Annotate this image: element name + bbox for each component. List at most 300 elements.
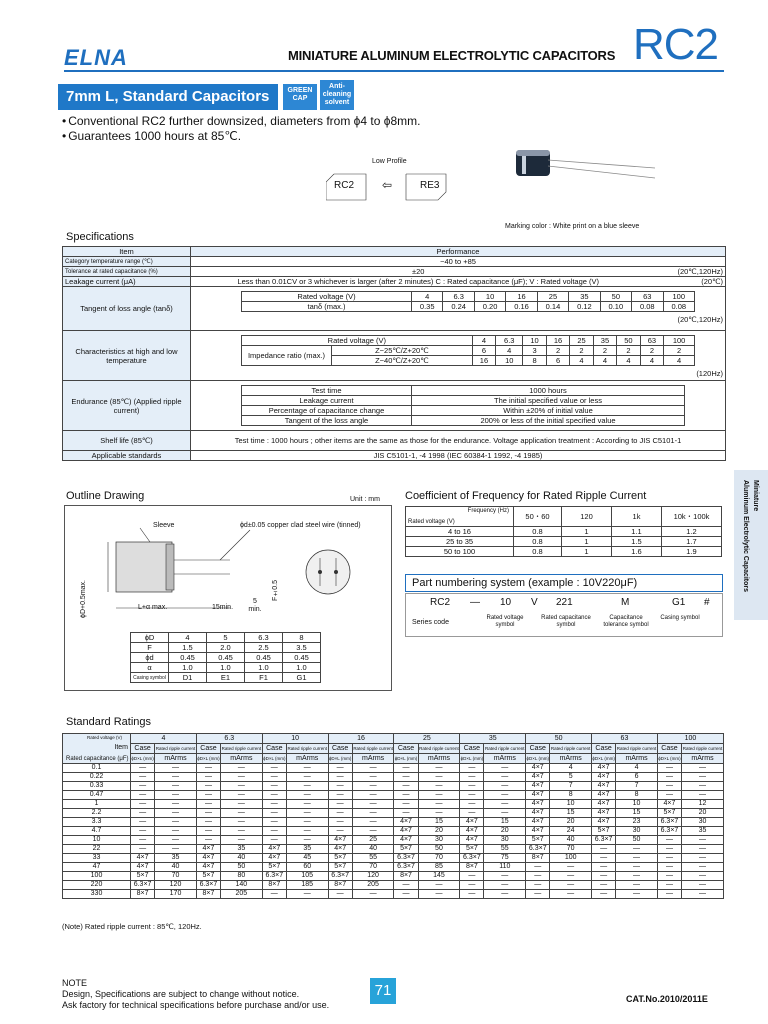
voltage-cell: 50 (600, 292, 631, 302)
rating-cell: 6.3×7 (262, 872, 286, 881)
rating-cell: 35 (682, 827, 724, 836)
imp-cell: 6 (546, 356, 569, 366)
pn-caption: Capacitance tolerance symbol (603, 615, 649, 628)
coef-rv-label: Rated voltage (V) (408, 519, 455, 525)
ratings-case-header: Case (394, 744, 418, 754)
rating-cell: — (131, 764, 155, 773)
coef-freq-label: Frequency (Hz) (467, 508, 509, 514)
ratings-voltage-header: 10 (262, 734, 328, 744)
rating-cell: 4 (616, 764, 658, 773)
ratings-dl-header: ϕD×L (mm) (328, 754, 352, 764)
spec-label: Leakage current (μA) (63, 277, 191, 287)
rating-cell: 4×7 (131, 863, 155, 872)
ratings-voltage-header: 100 (657, 734, 723, 744)
rating-cell: 4×7 (592, 764, 616, 773)
table-row (63, 863, 724, 872)
coef-cell: 1.9 (662, 547, 722, 557)
capacitance-cell: 47 (63, 863, 131, 872)
table-row (63, 890, 724, 899)
rating-cell: — (328, 827, 352, 836)
rating-cell: — (418, 764, 460, 773)
ratings-marms-header: mArms (550, 754, 592, 764)
dim-cell: 4 (169, 633, 207, 643)
rating-cell: — (286, 791, 328, 800)
pn-code: # (704, 597, 710, 608)
rating-cell: — (418, 800, 460, 809)
rating-cell: — (196, 827, 220, 836)
rating-cell: 35 (286, 845, 328, 854)
ratings-voltage-header: 6.3 (196, 734, 262, 744)
end-value: 1000 hours (412, 386, 685, 396)
table-row (63, 764, 724, 773)
capacitance-cell: 33 (63, 854, 131, 863)
rating-cell: 4×7 (196, 854, 220, 863)
wire-label: ϕd±0.05 copper clad steel wire (tinned) (240, 522, 361, 529)
imp-cell: 2 (664, 346, 695, 356)
pn-caption: Rated voltage symbol (486, 615, 524, 628)
rating-cell: — (221, 827, 263, 836)
imp-cell: 2 (546, 346, 569, 356)
ratings-voltage-header: 35 (460, 734, 526, 744)
footer-note (62, 978, 329, 1011)
coef-cell: 1 (562, 537, 612, 547)
rating-cell: 20 (550, 818, 592, 827)
rating-cell: — (418, 890, 460, 899)
rating-cell: 40 (221, 854, 263, 863)
rating-cell: 4×7 (592, 800, 616, 809)
dim-label: F (131, 643, 169, 653)
rating-cell: 7 (550, 782, 592, 791)
rating-cell: 20 (682, 809, 724, 818)
rating-cell: 5×7 (328, 854, 352, 863)
rating-cell: 185 (286, 881, 328, 890)
rating-cell: — (196, 764, 220, 773)
rating-cell: — (328, 791, 352, 800)
ratings-voltage-header: 25 (394, 734, 460, 744)
rating-cell: — (682, 773, 724, 782)
ratings-unit-row (63, 754, 724, 764)
spec-label: Endurance (85℃) (Applied ripple current) (63, 381, 191, 431)
voltage-cell: 63 (640, 336, 663, 346)
ratings-dl-header: ϕD×L (mm) (131, 754, 155, 764)
end-item: Tangent of the loss angle (242, 416, 412, 426)
rating-cell: 70 (352, 863, 394, 872)
imp-cell: 4 (593, 356, 616, 366)
rating-cell: — (328, 800, 352, 809)
rating-cell: 6.3×7 (196, 881, 220, 890)
capacitance-cell: 0.1 (63, 764, 131, 773)
spec-value: JIS C5101-1, -4 1998 (IEC 60384-1 1992, -4 1985) (191, 451, 726, 461)
spec-label: Shelf life (85℃) (63, 431, 191, 451)
rating-cell: — (131, 809, 155, 818)
rating-cell: 12 (682, 800, 724, 809)
rating-cell: — (682, 881, 724, 890)
rating-cell: — (131, 818, 155, 827)
rating-cell: — (221, 773, 263, 782)
capacitance-cell: 0.22 (63, 773, 131, 782)
coef-col: 10k・100k (662, 507, 722, 527)
rating-cell: — (131, 827, 155, 836)
rating-cell: — (592, 872, 616, 881)
rating-cell: 4×7 (394, 827, 418, 836)
rating-cell: — (155, 845, 197, 854)
rating-cell: — (196, 791, 220, 800)
imp-row-label: Z−40℃/Z+20℃ (332, 356, 473, 366)
side-tab-text (740, 480, 760, 592)
voltage-cell: 25 (537, 292, 568, 302)
anti-cleaning-badge: Anti-cleaning solvent (320, 80, 354, 110)
rating-cell: — (526, 863, 550, 872)
rating-cell: — (155, 809, 197, 818)
feature-item: • Conventional RC2 further downsized, diameters from ϕ4 to ϕ8mm. (62, 114, 420, 129)
rating-cell: 145 (418, 872, 460, 881)
ratings-ripple-header: Rated ripple current (352, 744, 394, 754)
rating-cell: — (286, 800, 328, 809)
capacitance-cell: 100 (63, 872, 131, 881)
pn-code: M (621, 597, 630, 608)
rating-cell: 8×7 (328, 881, 352, 890)
ratings-case-header: Case (131, 744, 155, 754)
rating-cell: — (221, 764, 263, 773)
rating-cell: 5×7 (262, 863, 286, 872)
pn-code: V (531, 597, 538, 608)
dim-cell: D1 (169, 673, 207, 683)
rating-cell: 4×7 (592, 809, 616, 818)
rating-cell: — (550, 890, 592, 899)
rating-cell: — (328, 809, 352, 818)
rating-cell: — (394, 791, 418, 800)
rating-cell: 8×7 (262, 881, 286, 890)
rating-cell: — (286, 764, 328, 773)
rating-cell: — (657, 872, 681, 881)
table-row (63, 845, 724, 854)
rating-cell: — (657, 782, 681, 791)
spec-value: Less than 0.01CV or 3 whichever is larger (after 2 minutes) C : Rated capacitance (μF); V : Rated voltage (V) (191, 277, 646, 287)
rating-cell: 4×7 (526, 764, 550, 773)
dim-cell: 0.45 (207, 653, 245, 663)
note-line: Design, Specifications are subject to change without notice. (62, 989, 300, 999)
rating-cell: — (262, 764, 286, 773)
spec-condition: (20℃) (646, 277, 726, 287)
imp-label: Impedance ratio (max.) (242, 346, 332, 366)
rating-cell: — (262, 782, 286, 791)
ratings-ripple-header: Rated ripple current (484, 744, 526, 754)
rating-cell: 70 (550, 845, 592, 854)
spec-label: Tolerance at rated capacitance (%) (63, 267, 191, 277)
rating-cell: 25 (352, 836, 394, 845)
rating-cell: — (460, 782, 484, 791)
rating-cell: 40 (550, 836, 592, 845)
imp-cell: 2 (640, 346, 663, 356)
rating-cell: 70 (155, 872, 197, 881)
tan-condition: (20℃,120Hz) (677, 315, 723, 324)
end-value: Within ±20% of initial value (412, 406, 685, 416)
arrow-left-icon: ⇦ (382, 178, 393, 192)
ratings-head (63, 734, 724, 764)
rating-cell: — (352, 827, 394, 836)
rating-cell: — (221, 791, 263, 800)
rating-cell: — (526, 881, 550, 890)
rating-cell: 4×7 (526, 827, 550, 836)
page-title: MINIATURE ALUMINUM ELECTROLYTIC CAPACITORS (288, 48, 616, 63)
table-row (63, 791, 724, 800)
impedance-table (241, 335, 695, 366)
rating-cell: — (262, 836, 286, 845)
dim-cell: 0.45 (245, 653, 283, 663)
table-row (63, 782, 724, 791)
ratings-item-label: Item (114, 744, 128, 751)
ratings-voltage-header: 4 (131, 734, 197, 744)
spec-value: ±20 (191, 267, 646, 277)
dim-label: α (131, 663, 169, 673)
rating-cell: 110 (484, 863, 526, 872)
voltage-cell: 16 (506, 292, 537, 302)
outline-title: Outline Drawing (66, 490, 145, 502)
rating-cell: — (394, 782, 418, 791)
rating-cell: 8×7 (460, 863, 484, 872)
rating-cell: 4×7 (460, 836, 484, 845)
rating-cell: — (682, 872, 724, 881)
rating-cell: — (394, 764, 418, 773)
imp-cell: 4 (617, 356, 640, 366)
rating-cell: 75 (484, 854, 526, 863)
ratings-case-header: Case (592, 744, 616, 754)
rating-cell: 4×7 (196, 863, 220, 872)
rating-cell: — (286, 773, 328, 782)
coef-cell: 0.8 (514, 537, 562, 547)
voltage-cell: 100 (663, 292, 695, 302)
rating-cell: — (616, 890, 658, 899)
rating-cell: — (460, 881, 484, 890)
rating-cell: — (460, 764, 484, 773)
ratings-rv-label: Rated voltage (V) (87, 735, 123, 740)
rating-cell: — (460, 791, 484, 800)
dimensions-table (130, 632, 321, 683)
ratings-ripple-header: Rated ripple current (286, 744, 328, 754)
length-label: L+α max. (138, 604, 168, 611)
part-number-title: Part numbering system (example : 10V220μF) (405, 574, 723, 592)
rating-cell: — (394, 773, 418, 782)
rating-cell: — (196, 782, 220, 791)
rating-cell: 170 (155, 890, 197, 899)
ratings-dl-header: ϕD×L (mm) (262, 754, 286, 764)
rating-cell: — (352, 890, 394, 899)
dim-label: ϕd (131, 653, 169, 663)
rating-cell: — (328, 782, 352, 791)
imp-header: Rated voltage (V) (242, 336, 473, 346)
rating-cell: — (286, 836, 328, 845)
spec-label: Category temperature range (℃) (63, 257, 191, 267)
rating-cell: 6.3×7 (328, 872, 352, 881)
rating-cell: 8 (616, 791, 658, 800)
rating-cell: — (484, 773, 526, 782)
rating-cell: — (484, 800, 526, 809)
coef-row-label: 25 to 35 (406, 537, 514, 547)
rating-cell: 8×7 (394, 872, 418, 881)
rating-cell: — (657, 773, 681, 782)
rating-cell: — (131, 791, 155, 800)
rating-cell: — (657, 890, 681, 899)
coef-col: 50・60 (514, 507, 562, 527)
rating-cell: — (131, 845, 155, 854)
imp-cell: 4 (640, 356, 663, 366)
rating-cell: 50 (418, 845, 460, 854)
rating-cell: 4×7 (592, 782, 616, 791)
rating-cell: — (221, 782, 263, 791)
rating-cell: 10 (550, 800, 592, 809)
rating-cell: — (592, 854, 616, 863)
series-code-label: Series code (412, 619, 449, 626)
voltage-cell: 100 (664, 336, 695, 346)
rating-cell: 30 (418, 836, 460, 845)
rating-cell: — (657, 854, 681, 863)
capacitance-cell: 22 (63, 845, 131, 854)
rating-cell: — (484, 791, 526, 800)
rating-cell: — (286, 818, 328, 827)
ratings-voltage-header: 50 (526, 734, 592, 744)
rating-cell: 8×7 (196, 890, 220, 899)
coef-cell: 0.8 (514, 547, 562, 557)
spec-performance-header: Performance (191, 247, 726, 257)
side-tab-line: Aluminum Electrolytic Capacitors (742, 480, 749, 593)
ratings-ripple-header: Rated ripple current (221, 744, 263, 754)
table-row (63, 827, 724, 836)
dim-cell: 1.0 (283, 663, 321, 673)
rating-cell: 85 (418, 863, 460, 872)
ratings-rc-label: Rated capacitance (μF) (66, 756, 129, 762)
ratings-ripple-header: Rated ripple current (155, 744, 197, 754)
rating-cell: 4×7 (460, 827, 484, 836)
rating-cell: — (155, 818, 197, 827)
rating-cell: — (286, 827, 328, 836)
ratings-voltage-header: 63 (592, 734, 658, 744)
feature-item: • Guarantees 1000 hours at 85℃. (62, 129, 420, 144)
rating-cell: — (352, 782, 394, 791)
end-item: Percentage of capacitance change (242, 406, 412, 416)
rating-cell: 40 (352, 845, 394, 854)
rating-cell: 105 (286, 872, 328, 881)
rating-cell: — (682, 854, 724, 863)
catalog-number: CAT.No.2010/2011E (626, 994, 708, 1004)
ratings-dl-header: ϕD×L (mm) (196, 754, 220, 764)
coef-cell: 1.5 (612, 537, 662, 547)
rating-cell: — (131, 800, 155, 809)
rating-cell: — (262, 827, 286, 836)
dim-cell: 5 (207, 633, 245, 643)
tan-cell: 0.08 (632, 302, 663, 312)
coef-cell: 1.2 (662, 527, 722, 537)
rating-cell: — (460, 890, 484, 899)
capacitor-photo (510, 120, 660, 220)
note-line: Ask factory for technical specifications before purchase and/or use. (62, 1000, 330, 1010)
rating-cell: — (221, 800, 263, 809)
rating-cell: — (592, 863, 616, 872)
rating-cell: — (155, 827, 197, 836)
rating-cell: 4×7 (262, 854, 286, 863)
coef-col: 1k (612, 507, 662, 527)
rating-cell: — (616, 863, 658, 872)
voltage-cell: 6.3 (496, 336, 523, 346)
coef-table (405, 506, 722, 557)
ratings-case-header: Case (657, 744, 681, 754)
ratings-ripple-header: Rated ripple current (682, 744, 724, 754)
rating-cell: 4×7 (131, 854, 155, 863)
capacitance-cell: 1 (63, 800, 131, 809)
voltage-cell: 35 (569, 292, 600, 302)
ratings-marms-header: mArms (682, 754, 724, 764)
diameter-label: ϕD+0.5max. (80, 580, 87, 618)
dim-cell: E1 (207, 673, 245, 683)
imp-cell: 6 (472, 346, 495, 356)
table-row (63, 800, 724, 809)
rating-cell: 15 (418, 818, 460, 827)
rating-cell: 4×7 (592, 773, 616, 782)
rating-cell: 35 (155, 854, 197, 863)
voltage-cell: 10 (474, 292, 505, 302)
rating-cell: — (616, 881, 658, 890)
rating-cell: 120 (352, 872, 394, 881)
rating-cell: 8×7 (526, 854, 550, 863)
coef-cell: 1.1 (612, 527, 662, 537)
ratings-note: (Note) Rated ripple current : 85℃, 120Hz. (62, 922, 202, 931)
rating-cell: 35 (221, 845, 263, 854)
rating-cell: 4 (550, 764, 592, 773)
dim-cell: 1.0 (207, 663, 245, 673)
rating-cell: — (155, 782, 197, 791)
rating-cell: 5×7 (526, 836, 550, 845)
rating-cell: — (657, 764, 681, 773)
ratings-case-header: Case (526, 744, 550, 754)
rating-cell: 5×7 (657, 809, 681, 818)
voltage-cell: 63 (632, 292, 663, 302)
page-number: 71 (370, 978, 396, 1004)
specs-title: Specifications (66, 231, 134, 243)
low-profile-right: RE3 (420, 180, 440, 191)
rating-cell: — (221, 809, 263, 818)
rating-cell: — (131, 782, 155, 791)
rating-cell: 4×7 (328, 845, 352, 854)
rating-cell: 4×7 (526, 791, 550, 800)
voltage-cell: 25 (570, 336, 593, 346)
tan-cell: 0.14 (537, 302, 568, 312)
rating-cell: 40 (155, 863, 197, 872)
rating-cell: 4×7 (526, 773, 550, 782)
series-code: RC2 (633, 20, 719, 69)
rating-cell: 80 (221, 872, 263, 881)
tan-cell: 0.35 (412, 302, 443, 312)
rating-cell: 4×7 (196, 845, 220, 854)
ratings-case-header: Case (196, 744, 220, 754)
rating-cell: 4×7 (394, 836, 418, 845)
dim-label: ϕD (131, 633, 169, 643)
rating-cell: 55 (352, 854, 394, 863)
tan-cell: 0.20 (474, 302, 505, 312)
rating-cell: — (526, 890, 550, 899)
ratings-ripple-header: Rated ripple current (550, 744, 592, 754)
capacitance-cell: 0.47 (63, 791, 131, 800)
voltage-cell: 35 (593, 336, 616, 346)
ratings-ripple-header: Rated ripple current (418, 744, 460, 754)
imp-cell: 3 (523, 346, 546, 356)
table-row (63, 854, 724, 863)
rating-cell: — (352, 809, 394, 818)
elna-logo (64, 46, 152, 68)
rating-cell: 15 (616, 809, 658, 818)
rating-cell: — (418, 881, 460, 890)
rating-cell: — (131, 836, 155, 845)
rating-cell: 6.3×7 (526, 845, 550, 854)
voltage-cell: 16 (546, 336, 569, 346)
